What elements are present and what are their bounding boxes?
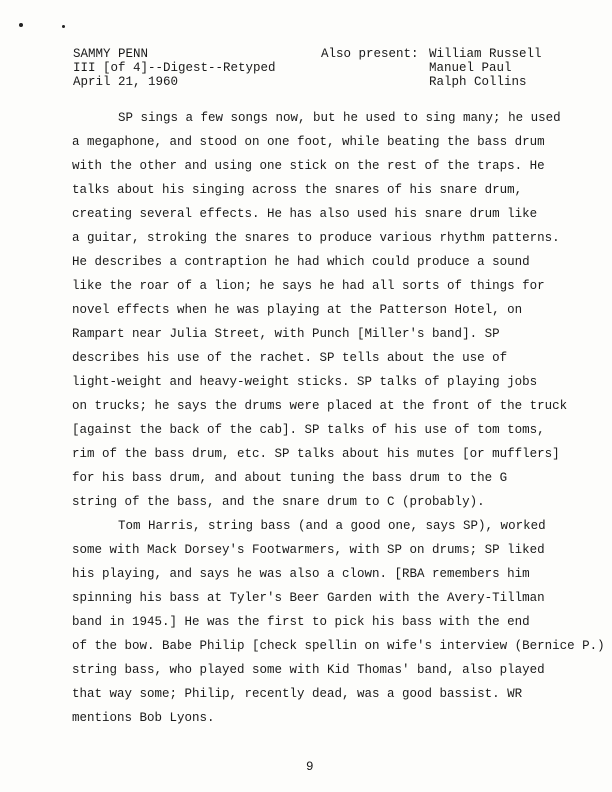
text-line: on trucks; he says the drums were placed at the front of the truck [72, 399, 568, 413]
text-line: [against the back of the cab]. SP talks of his use of tom toms, [72, 423, 545, 437]
attendee: Ralph Collins [429, 75, 527, 89]
text-line: mentions Bob Lyons. [72, 711, 215, 725]
text-line: creating several effects. He has also used his snare drum like [72, 207, 538, 221]
scan-speck [62, 25, 65, 28]
text-line: Tom Harris, string bass (and a good one, says SP), worked [118, 519, 546, 533]
text-line: describes his use of the rachet. SP tells about the use of [72, 351, 508, 365]
text-line: SP sings a few songs now, but he used to sing many; he used [118, 111, 561, 125]
text-line: of the bow. Babe Philip [check spellin on wife's interview (Bernice P.) [72, 639, 605, 653]
text-line: with the other and using one stick on the rest of the traps. He [72, 159, 545, 173]
text-line: talks about his singing across the snares of his snare drum, [72, 183, 523, 197]
text-line: a guitar, stroking the snares to produce various rhythm patterns. [72, 231, 560, 245]
text-line: some with Mack Dorsey's Footwarmers, with SP on drums; SP liked [72, 543, 545, 557]
text-line: light-weight and heavy-weight sticks. SP talks of playing jobs [72, 375, 538, 389]
text-line: his playing, and says he was also a clown. [RBA remembers him [72, 567, 530, 581]
text-line: Rampart near Julia Street, with Punch [Miller's band]. SP [72, 327, 500, 341]
text-line: He describes a contraption he had which could produce a sound [72, 255, 530, 269]
interviewee-name: SAMMY PENN [73, 47, 149, 61]
attendee: William Russell [429, 47, 542, 61]
header-info [73, 47, 276, 89]
also-present-label: Also present: [321, 47, 419, 61]
attendee: Manuel Paul [429, 61, 512, 75]
reel-info: III [of 4]--Digest--Retyped [73, 61, 276, 75]
attendees-list [429, 47, 542, 89]
text-line: that way some; Philip, recently dead, was a good bassist. WR [72, 687, 523, 701]
text-line: for his bass drum, and about tuning the bass drum to the G [72, 471, 508, 485]
text-line: band in 1945.] He was the first to pick his bass with the end [72, 615, 530, 629]
text-line: novel effects when he was playing at the Patterson Hotel, on [72, 303, 523, 317]
text-line: spinning his bass at Tyler's Beer Garden with the Avery-Tillman [72, 591, 545, 605]
text-line: a megaphone, and stood on one foot, while beating the bass drum [72, 135, 545, 149]
text-line: rim of the bass drum, etc. SP talks about his mutes [or mufflers] [72, 447, 560, 461]
text-line: like the roar of a lion; he says he had all sorts of things for [72, 279, 545, 293]
scan-speck [19, 23, 23, 27]
interview-date: April 21, 1960 [73, 75, 179, 89]
transcript-body [72, 106, 605, 730]
page-number: 9 [306, 760, 314, 774]
text-line: string of the bass, and the snare drum to C (probably). [72, 495, 485, 509]
text-line: string bass, who played some with Kid Thomas' band, also played [72, 663, 545, 677]
